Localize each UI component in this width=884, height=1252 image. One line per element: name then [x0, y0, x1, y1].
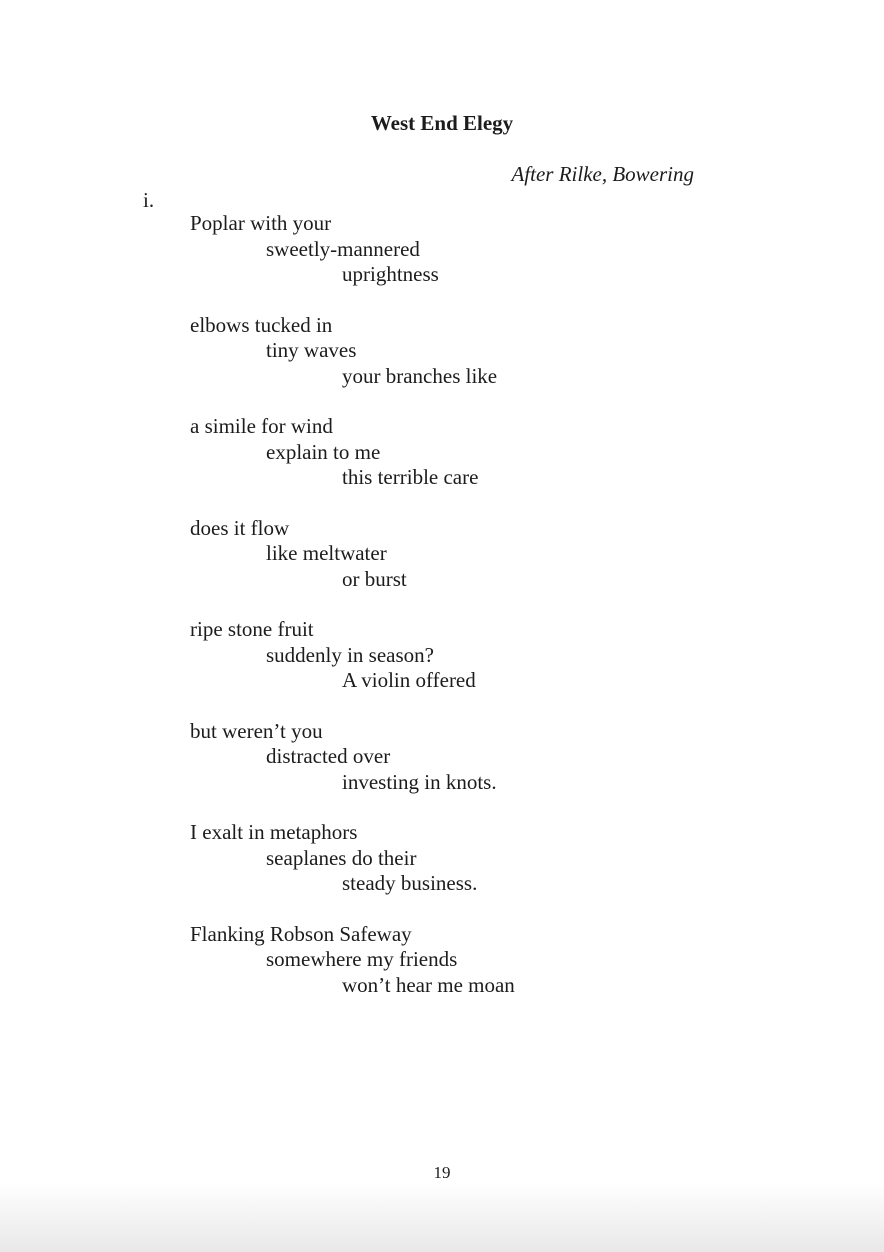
stanza	[190, 922, 750, 999]
poem-line: tiny waves	[266, 338, 357, 362]
poem-epigraph: After Rilke, Bowering	[511, 162, 694, 186]
page-number: 19	[433, 1163, 451, 1182]
poem-line: Flanking Robson Safeway	[190, 921, 412, 946]
poem-line: this terrible care	[342, 465, 479, 489]
poem-line: steady business.	[342, 871, 478, 895]
poem-title: West End Elegy	[370, 111, 514, 135]
poem-line: I exalt in metaphors	[190, 820, 358, 844]
poem-line: distracted over	[266, 744, 391, 768]
poem-line: or burst	[342, 566, 407, 591]
stanza	[190, 211, 750, 288]
stanza	[190, 719, 750, 796]
poem-line: elbows tucked in	[190, 312, 333, 337]
poem-line: somewhere my friends	[266, 947, 458, 971]
stanza	[190, 516, 750, 593]
poem-line: uprightness	[342, 262, 439, 286]
section-numeral: i.	[143, 188, 155, 212]
poem-line: sweetly-mannered	[266, 236, 420, 261]
poem-line: A violin offered	[342, 668, 476, 692]
poem-line: but weren’t you	[190, 718, 323, 743]
poem-line: a simile for wind	[190, 414, 333, 438]
poem-line: Poplar with your	[190, 211, 332, 235]
stanza	[190, 617, 750, 694]
poem-line: ripe stone fruit	[190, 617, 314, 641]
page-edge-shadow	[0, 1182, 884, 1252]
stanza	[190, 313, 750, 390]
poem-body	[190, 211, 750, 1023]
poem-line: explain to me	[266, 439, 381, 464]
poem-line: won’t hear me moan	[342, 972, 515, 997]
poem-line: suddenly in season?	[266, 642, 434, 667]
stanza	[190, 414, 750, 491]
stanza	[190, 820, 750, 897]
poem-line: your branches like	[342, 363, 498, 388]
poem-line: does it flow	[190, 515, 290, 540]
poem-line: seaplanes do their	[266, 845, 417, 870]
poem-line: like meltwater	[266, 541, 387, 565]
poem-line: investing in knots.	[342, 769, 497, 794]
